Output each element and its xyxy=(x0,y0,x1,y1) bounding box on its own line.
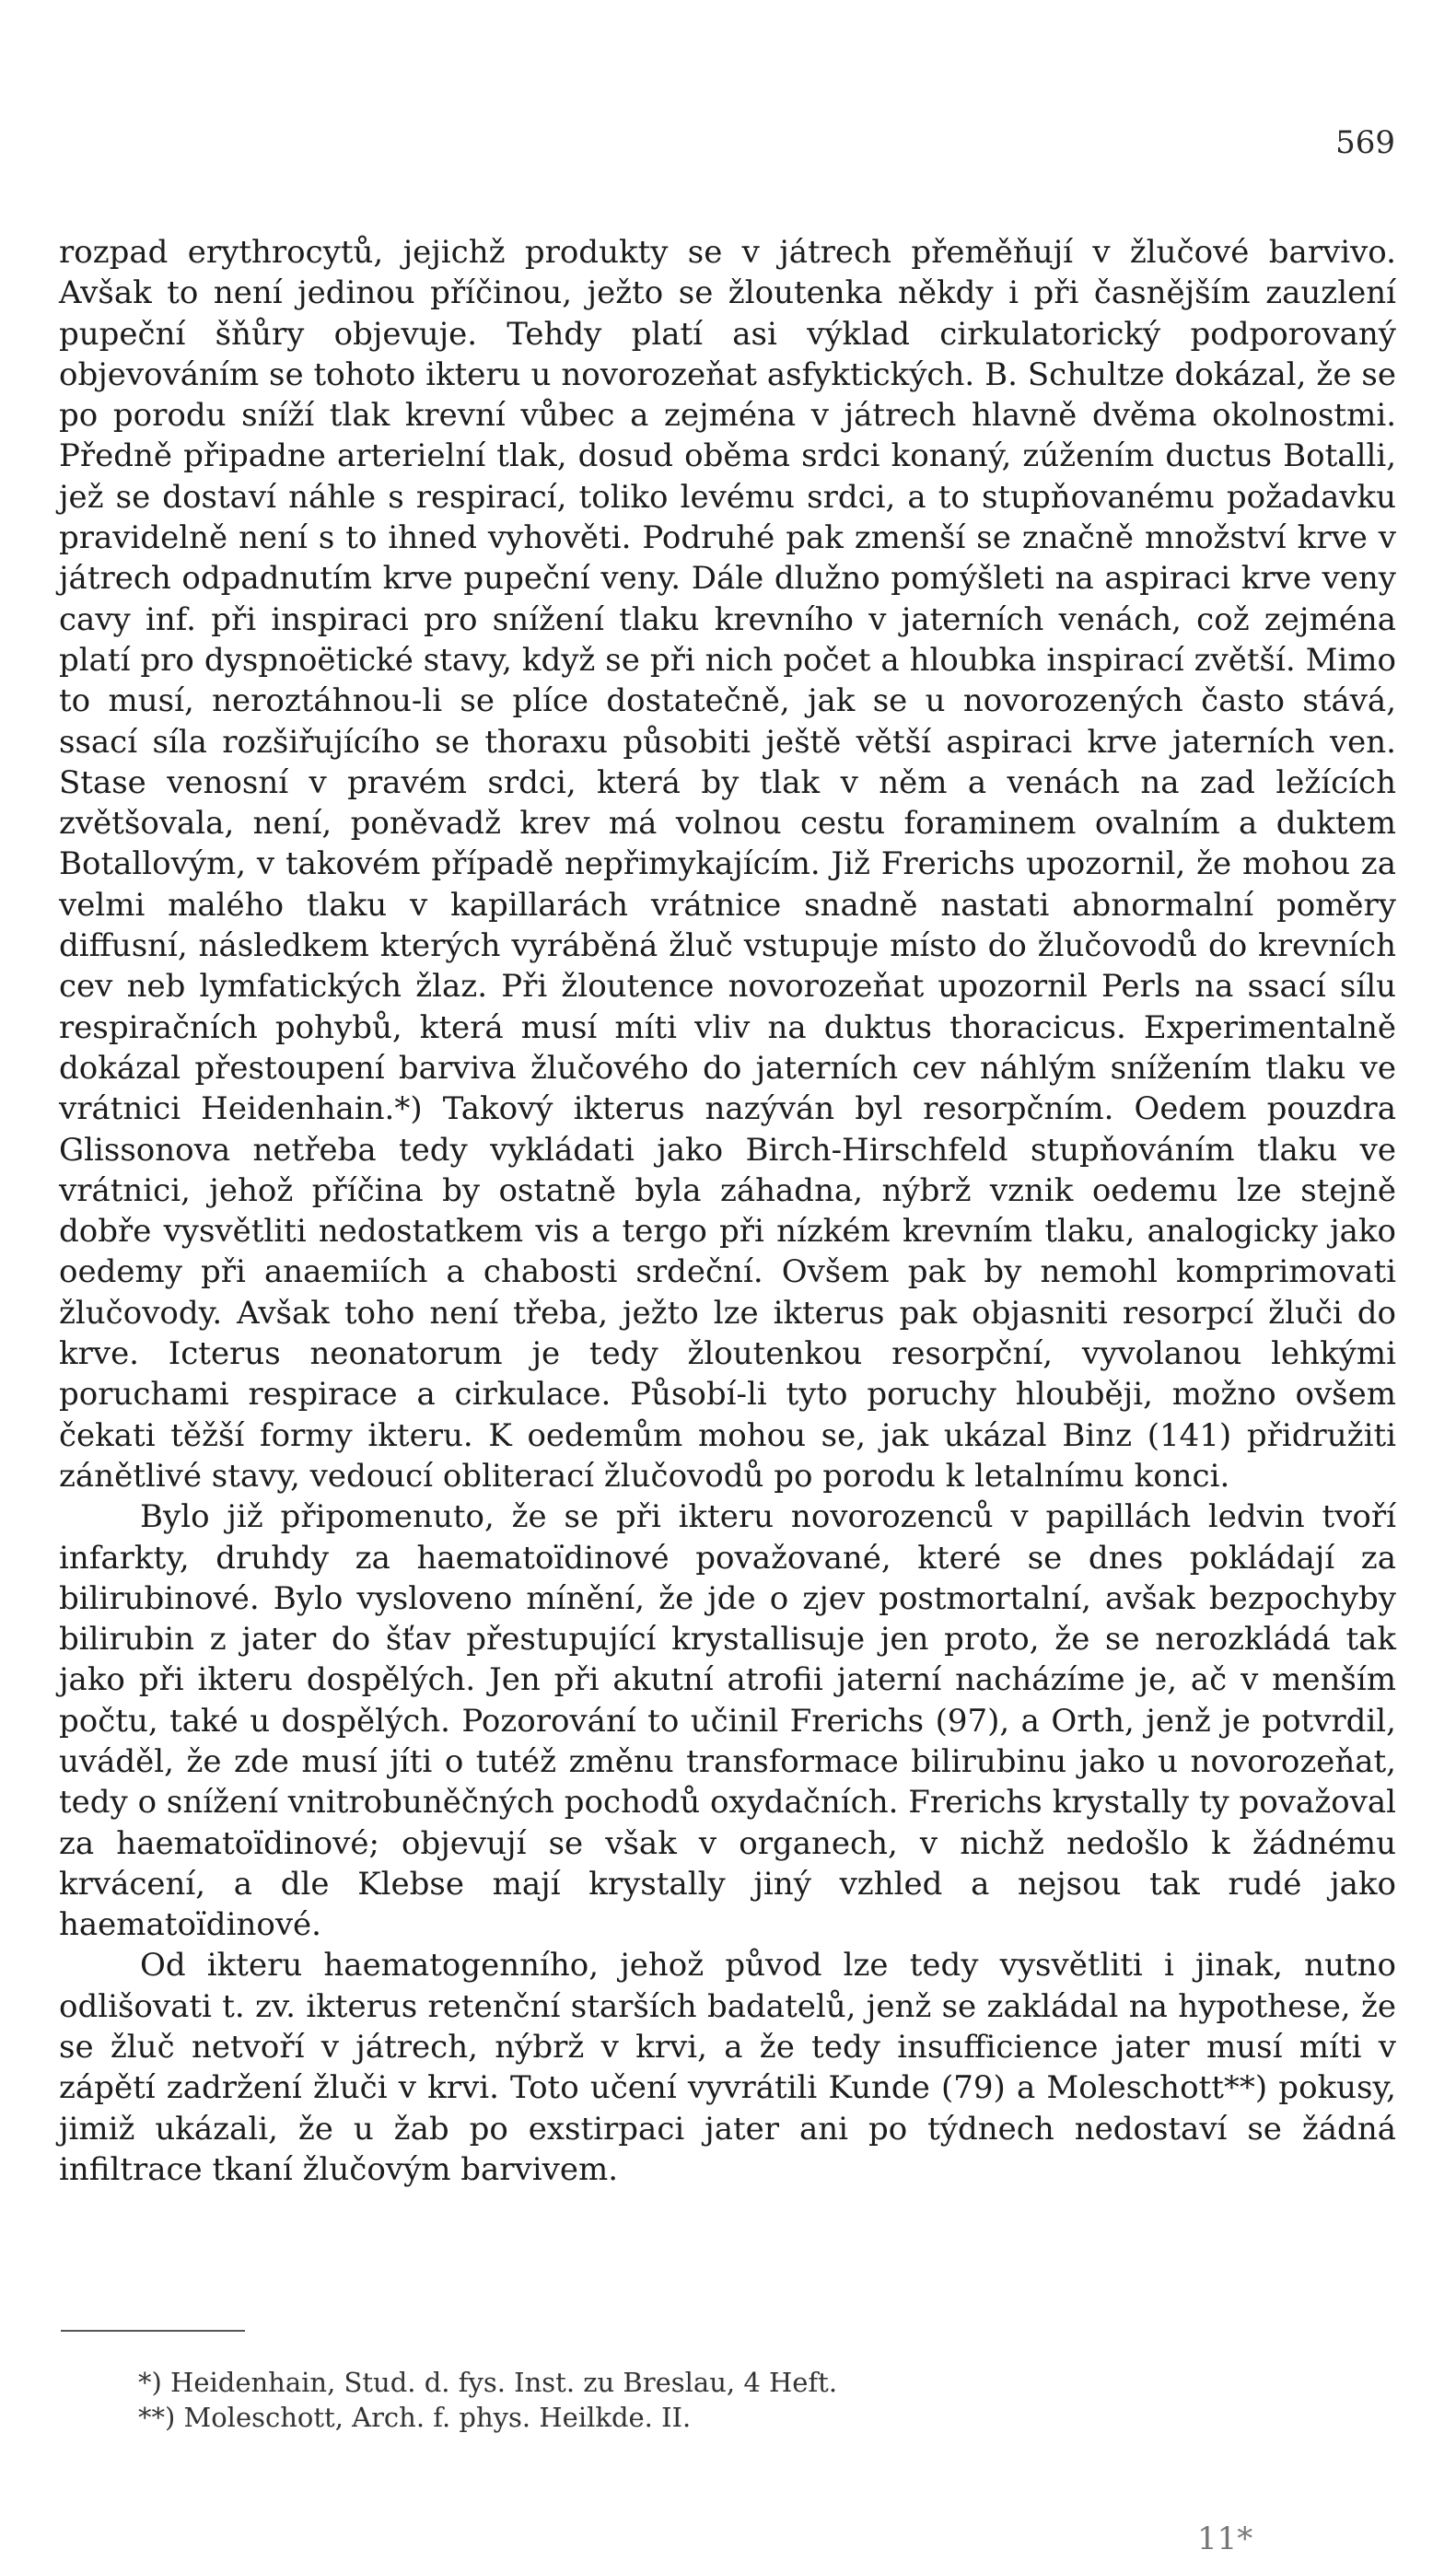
body-text xyxy=(59,232,1396,2190)
paragraph: Od ikteru haematogenního, jehož původ lze tedy vysvětliti i jinak, nutno odlišovati t. zv. ikterus retenční starších badatelů, jenž se zakládal na hypothese, že se žluč netvoří v játrech, nýbrž v krvi, a že tedy insufficience jater musí míti v zápětí zadržení žluči v krvi. Toto učení vyvrátili Kunde (79) a Moleschott**) pokusy, jimiž ukázali, že u žab po exstirpaci jater ani po týdnech nedostaví se žádná infiltrace tkaní žlučovým barvivem. xyxy=(59,1947,1396,2188)
page-number: 569 xyxy=(1335,124,1395,161)
footnote-divider xyxy=(61,2330,245,2332)
paragraph: Bylo již připomenuto, že se při ikteru novorozenců v papillách ledvin tvoří infarkty, druhdy za haematoïdinové považované, které se dnes pokládají za bilirubinové. Bylo vysloveno mínění, že jde o zjev postmortalní, avšak bezpochyby bilirubin z jater do šťav přestupující krystallisuje jen proto, že se nerozkládá tak jako při ikteru dospělých. Jen při akutní atrofii jaterní nacházíme je, ač v menším počtu, také u dospělých. Pozorování to učinil Frerichs (97), a Orth, jenž je potvrdil, uváděl, že zde musí jíti o tutéž změnu transformace bilirubinu jako u novorozeňat, tedy o snížení vnitrobuněčných pochodů oxydačních. Frerichs krystally ty považoval za haematoïdinové; objevují se však v organech, v nichž nedošlo k žádnému krvácení, a dle Klebse mají krystally jiný vzhled a nejsou tak rudé jako haematoïdinové. xyxy=(59,1498,1396,1944)
paragraph: rozpad erythrocytů, jejichž produkty se v játrech přeměňují v žlučové barvivo. Avšak to není jedinou příčinou, ježto se žloutenka někdy i při časnějším zauzlení pupeční šňůry objevuje. Tehdy platí asi výklad cirkulatorický podporovaný objevováním se tohoto ikteru u novorozeňat asfyktických. B. Schultze dokázal, že se po porodu sníží tlak krevní vůbec a zejména v játrech hlavně dvěma okolnostmi. Předně připadne arterielní tlak, dosud oběma srdci konaný, zúžením ductus Botalli, jež se dostaví náhle s respirací, toliko levému srdci, a to stupňovanému požadavku pravidelně není s to ihned vyhověti. Podruhé pak zmenší se značně množství krve v játrech odpadnutím krve pupeční veny. Dále dlužno pomýšleti na aspiraci krve veny cavy inf. při inspiraci pro snížení tlaku krevního v jaterních venách, což zejména platí pro dyspnoëtické stavy, když se při nich počet a hloubka inspirací zvětší. Mimo to musí, neroztáhnou-li se plíce dostatečně, jak se u novorozených často stává, ssací síla rozšiřujícího se thoraxu působiti ještě větší aspiraci krve jaterních ven. Stase venosní v pravém srdci, která by tlak v něm a venách na zad ležících zvětšovala, není, poněvadž krev má volnou cestu foraminem ovalním a duktem Botallovým, v takovém případě nepřimykajícím. Již Frerichs upozornil, že mohou za velmi malého tlaku v kapillarách vrátnice snadně nastati abnormalní poměry diffusní, následkem kterých vyráběná žluč vstupuje místo do žlučovodů do krevních cev neb lymfatických žlaz. Při žloutence novorozeňat upozornil Perls na ssací sílu respiračních pohybů, která musí míti vliv na duktus thoracicus. Experimentalně dokázal přestoupení barviva žlučového do jaterních cev náhlým snížením tlaku ve vrátnici Heidenhain.*) Takový ikterus nazýván byl resorpčním. Oedem pouzdra Glissonova netřeba tedy vykládati jako Birch-Hirschfeld stupňováním tlaku ve vrátnici, jehož příčina by ostatně byla záhadna, nýbrž vznik oedemu lze stejně dobře vysvětliti nedostatkem vis a tergo při nízkém krevním tlaku, analogicky jako oedemy při anaemiích a chabosti srdeční. Ovšem pak by nemohl komprimovati žlučovody. Avšak toho není třeba, ježto lze ikterus pak objasniti resorpcí žluči do krve. Icterus neonatorum je tedy žloutenkou resorpční, vyvolanou lehkými poruchami respirace a cirkulace. Působí-li tyto poruchy hlouběji, možno ovšem čekati těžší formy ikteru. K oedemům mohou se, jak ukázal Binz (141) přidružiti zánětlivé stavy, vedoucí obliterací žlučovodů po porodu k letalnímu konci. xyxy=(59,234,1396,1495)
signature-mark: 11* xyxy=(1197,2521,1253,2557)
footnotes xyxy=(138,2365,1335,2435)
footnote: **) Moleschott, Arch. f. phys. Heilkde. II. xyxy=(138,2402,692,2433)
footnote: *) Heidenhain, Stud. d. fys. Inst. zu Breslau, 4 Heft. xyxy=(138,2367,838,2398)
